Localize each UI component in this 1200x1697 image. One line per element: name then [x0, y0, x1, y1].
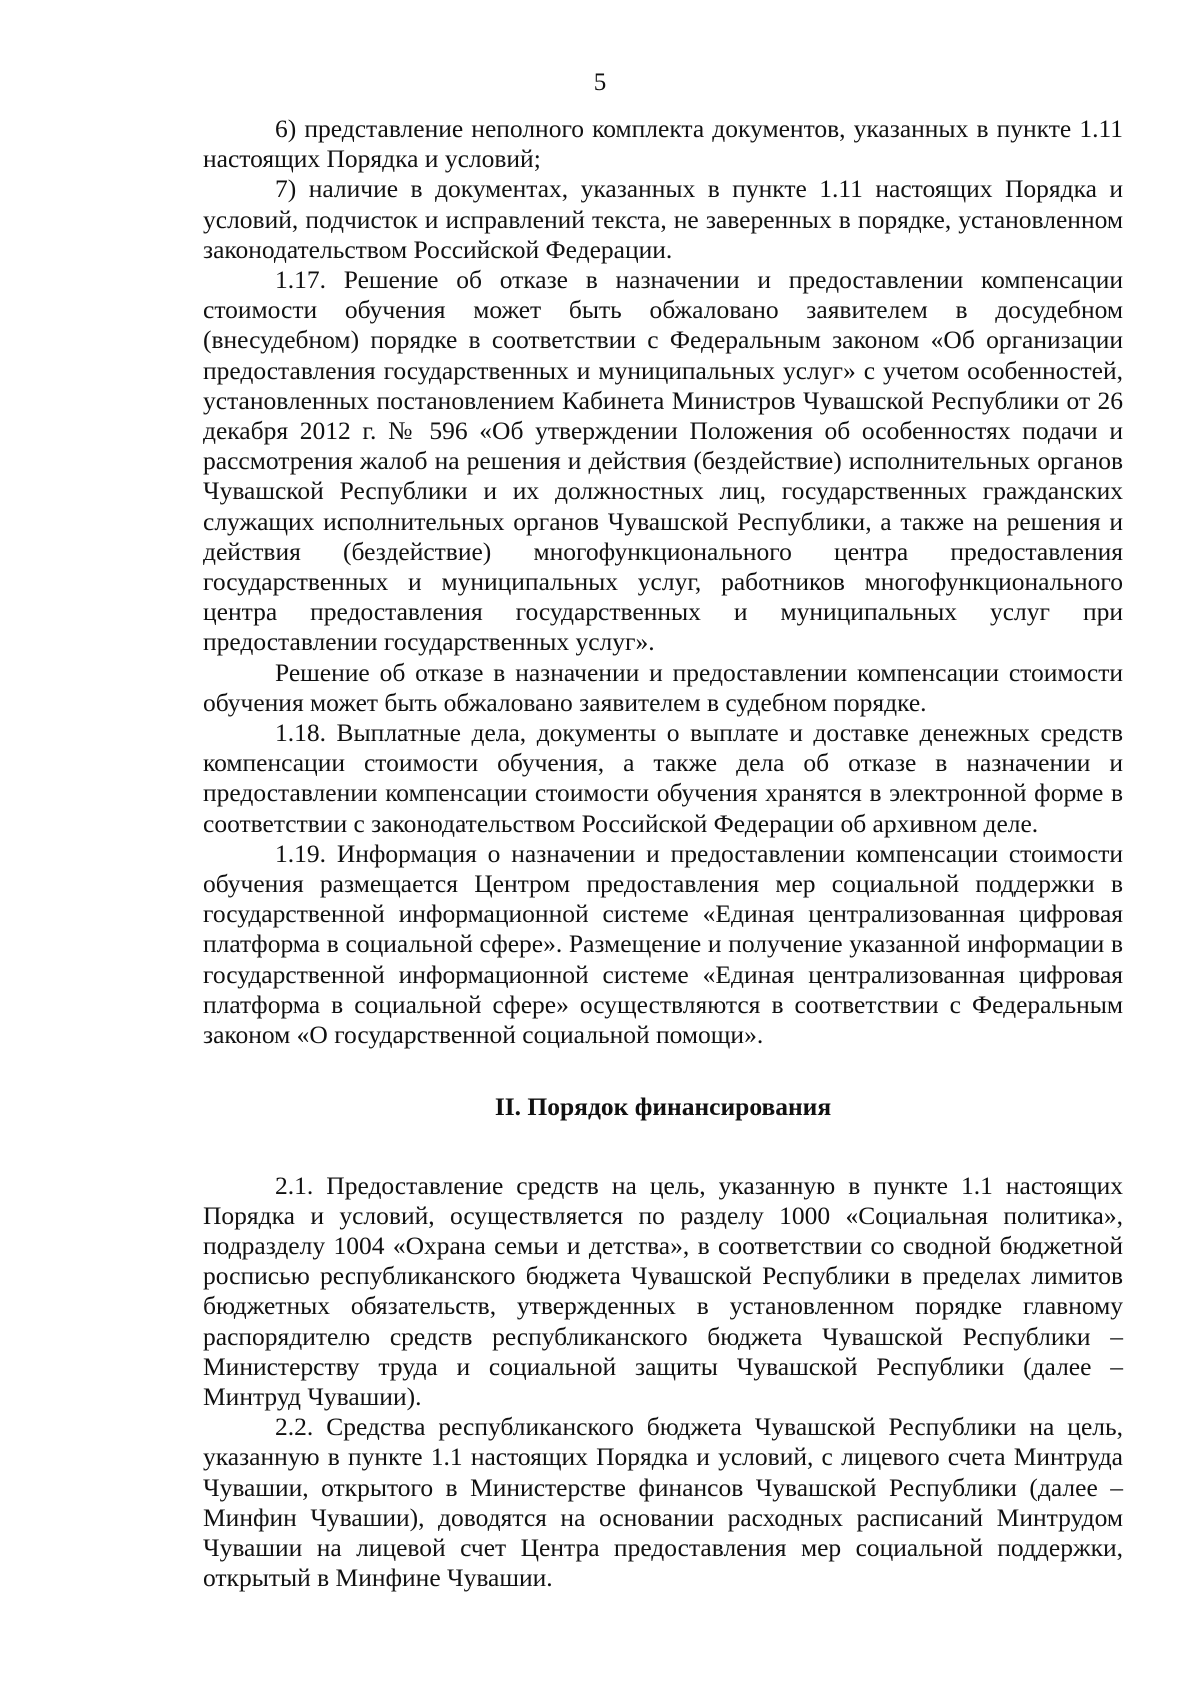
- paragraph-1-18: 1.18. Выплатные дела, документы о выплате и доставке денежных средств компенсации стоимости обучения, а также дела об отказе в назначении и предоставлении компенсации стоимости обучения хранятся в электронной форме в соответствии с законодательством Российской Федерации об архивном деле.: [203, 718, 1123, 838]
- paragraph-1-19: 1.19. Информация о назначении и предоставлении компенсации стоимости обучения размещается Центром предоставления мер социальной поддержки в государственной информационной системе «Единая централизованная цифровая платформа в социальной сфере». Размещение и получение указанной информации в государственной информационной системе «Единая централизованная цифровая платформа в социальной сфере» осуществляются в соответствии с Федеральным законом «О государственной социальной помощи».: [203, 838, 1123, 1050]
- paragraph-1-17: 1.17. Решение об отказе в назначении и предоставлении компенсации стоимости обучения может быть обжаловано заявителем в досудебном (внесудебном) порядке в соответствии с Федеральным законом «Об организации предоставления государственных и муниципальных услуг» с учетом особенностей, установленных постановлением Кабинета Министров Чувашской Республики от 26 декабря 2012 г. № 596 «Об утверждении Положения об особенностях подачи и рассмотрения жалоб на решения и действия (бездействие) исполнительных органов Чувашской Республики и их должностных лиц, государственных гражданских служащих исполнительных органов Чувашской Республики, а также на решения и действия (бездействие) многофункционального центра предоставления государственных и муниципальных услуг, работников многофункционального центра предоставления государственных и муниципальных услуг при предоставлении государственных услуг».: [203, 265, 1123, 657]
- document-body: [203, 114, 1123, 1593]
- paragraph-item-7: 7) наличие в документах, указанных в пункте 1.11 настоящих Порядка и условий, подчисток и исправлений текста, не заверенных в порядке, установленном законодательством Российской Федерации.: [203, 174, 1123, 264]
- page-number: 5: [593, 69, 607, 96]
- section-heading: II. Порядок финансирования: [494, 1092, 832, 1122]
- paragraph-2-1: 2.1. Предоставление средств на цель, указанную в пункте 1.1 настоящих Порядка и условий, осуществляется по разделу 1000 «Социальная политика», подразделу 1004 «Охрана семьи и детства», в соответствии со сводной бюджетной росписью республиканского бюджета Чувашской Республики в пределах лимитов бюджетных обязательств, утвержденных в установленном порядке главному распорядителю средств республиканского бюджета Чувашской Республики – Министерству труда и социальной защиты Чувашской Республики (далее – Минтруд Чувашии).: [203, 1170, 1123, 1411]
- paragraph-2-2: 2.2. Средства республиканского бюджета Чувашской Республики на цель, указанную в пункте 1.1 настоящих Порядка и условий, с лицевого счета Минтруда Чувашии, открытого в Министерстве финансов Чувашской Республики (далее – Минфин Чувашии), доводятся на основании расходных расписаний Минтрудом Чувашии на лицевой счет Центра предоставления мер социальной поддержки, открытый в Минфине Чувашии.: [203, 1412, 1123, 1593]
- paragraph-item-6: 6) представление неполного комплекта документов, указанных в пункте 1.11 настоящих Порядка и условий;: [203, 114, 1123, 174]
- paragraph-1-17-court: Решение об отказе в назначении и предоставлении компенсации стоимости обучения может быть обжаловано заявителем в судебном порядке.: [203, 657, 1123, 717]
